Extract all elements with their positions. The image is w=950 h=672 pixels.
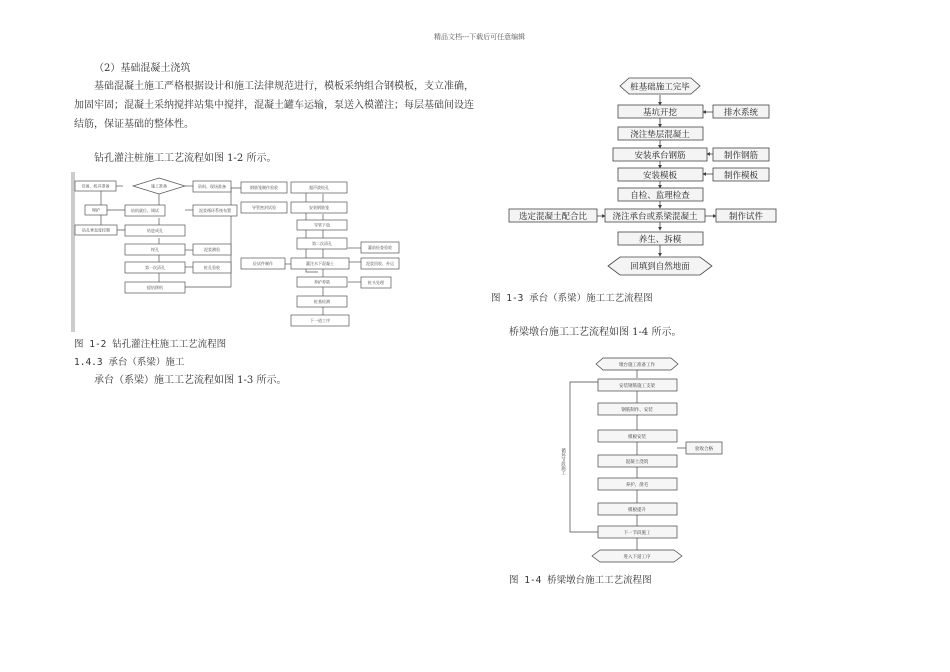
- fig3-text: 制作试件: [728, 212, 764, 222]
- fig4-intro: 桥梁墩台施工工艺流程如图 1-4 所示。: [509, 327, 682, 338]
- paragraph-line-3: 结筋，保证基础的整体性。: [74, 119, 194, 130]
- fig2-text: 第二次清孔: [312, 241, 332, 246]
- fig4-text: 钢筋制作、安装: [621, 408, 653, 413]
- fig3-text: 选定混凝土配合比: [518, 212, 588, 222]
- fig2-text: 下一道工序: [310, 318, 330, 323]
- fig4-text: 进入下道工序: [623, 555, 651, 560]
- fig2-text: 灌前检查验收: [368, 245, 392, 250]
- fig2-text: 导管下放: [314, 222, 330, 228]
- fig3-caption: 图 1-3 承台（系梁）施工工艺流程图: [491, 293, 653, 304]
- fig2-text: 资料、现场准备: [198, 184, 226, 189]
- fig2-text: 安装钢筋笼: [309, 205, 329, 210]
- subsection-heading: 1.4.3 承台（系梁）施工: [74, 357, 185, 368]
- fig2-text: 泥浆回收、外运: [366, 261, 394, 266]
- paragraph-line-1: 基础混凝土施工严格根据设计和施工法律规范进行，模板采纳组合钢模板，支立准确，: [94, 81, 474, 92]
- fig4-text: 模板提升: [628, 508, 646, 513]
- fig3-text: 安装模板: [642, 171, 678, 181]
- fig2-scan-edge: [71, 172, 75, 332]
- fig3-text: 自检、监理检查: [630, 191, 690, 201]
- fig4-loop-label: 循环节段施工: [560, 448, 566, 475]
- fig3-text: 浇注垫层混凝土: [630, 130, 690, 140]
- fig2-text: 设备、机具准备: [81, 183, 110, 189]
- fig2-text: 提钻移机: [147, 285, 163, 290]
- fig3-text: 基坑开挖: [642, 108, 678, 118]
- fig2-text: 桩孔验收: [204, 265, 220, 270]
- page-header: 精品文档---下载后可任意编辑: [434, 33, 526, 41]
- fig2-text: 灌注水下混凝土: [306, 261, 334, 266]
- fig2-text: 导管密封试验: [252, 205, 276, 210]
- fig3-intro: 承台（系梁）施工工艺流程如图 1-3 所示。: [94, 375, 287, 386]
- fig4-text: 安装钢筋施工支架: [619, 384, 655, 389]
- section-heading: （2）基础混凝土浇筑: [94, 63, 191, 74]
- fig2-text: 钻机就位、调试: [131, 208, 159, 213]
- fig4-text: 混凝土浇筑: [625, 460, 649, 465]
- paragraph-line-2: 加固牢固；混凝土采纳搅拌站集中搅拌，混凝土罐车运输，泵送入模灌注；每层基础间设连: [74, 100, 474, 111]
- fig4-text: 模板安装: [628, 435, 646, 440]
- fig2-text: 终孔: [151, 247, 159, 252]
- fig2-text: 超声波检孔: [309, 185, 329, 190]
- fig2-text: 养护养筋: [314, 279, 330, 285]
- fig2-text: 砼试件制作: [253, 261, 273, 266]
- fig2-intro: 钻孔灌注桩施工工艺流程如图 1-2 所示。: [94, 153, 277, 164]
- fig2-text: 施工准备: [151, 183, 167, 189]
- fig3-text: 制作钢筋: [723, 151, 759, 161]
- fig3-text: 桩基础施工完毕: [630, 82, 690, 93]
- fig3-text: 回填到自然地面: [630, 262, 690, 272]
- fig2-text: 钻进成孔: [147, 228, 163, 233]
- fig2-text: 泥浆循环系统布置: [199, 208, 231, 213]
- fig2-text: 桩头处理: [368, 280, 384, 285]
- fig3-text: 安装承台钢筋: [634, 151, 686, 161]
- figure-1-3-flowchart: [505, 74, 795, 280]
- fig2-text: 第一次清孔: [145, 265, 165, 270]
- figure-1-4-flowchart: [548, 356, 713, 570]
- fig2-text: 桩基检测: [314, 299, 330, 304]
- fig2-text: 泥浆测验: [204, 247, 220, 252]
- figure-1-2-flowchart: [71, 172, 394, 332]
- fig3-text: 养生、拆模: [638, 235, 682, 245]
- fig4-text: 墩台施工准备工作: [619, 363, 655, 368]
- fig2-text: 钢筋笼制作验收: [250, 185, 278, 190]
- fig4-text: 验收合格: [695, 447, 713, 452]
- fig4-caption: 图 1-4 桥梁墩台施工工艺流程图: [509, 575, 652, 586]
- fig2-caption: 图 1-2 钻孔灌注柱施工工艺流程图: [74, 339, 227, 350]
- fig2-text: 钻孔垂直度控制: [82, 227, 110, 233]
- fig4-text: 养护、凿毛: [625, 483, 649, 488]
- fig3-text: 排水系统: [723, 108, 759, 118]
- fig3-text: 浇注承台或系梁混凝土: [612, 212, 698, 222]
- fig4-text: 下一节段施工: [623, 531, 651, 536]
- fig2-text: 埋护: [92, 207, 100, 213]
- fig3-text: 制作模板: [723, 171, 759, 181]
